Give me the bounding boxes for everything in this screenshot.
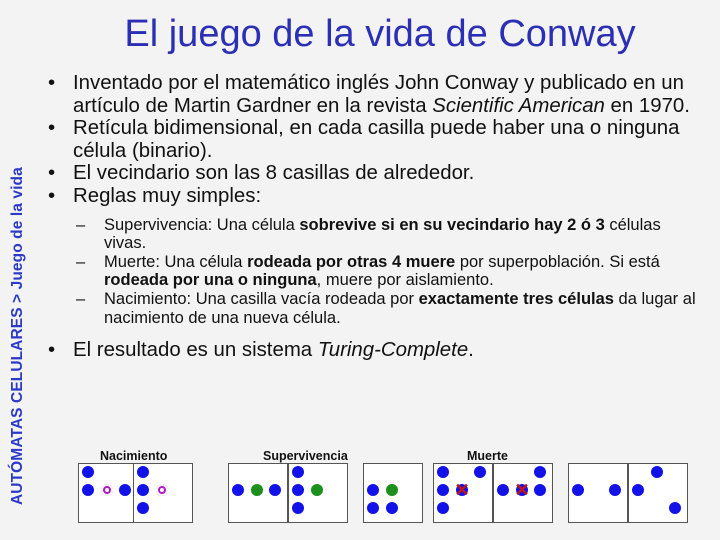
survival-grid xyxy=(363,463,423,523)
bullet-emphasis: Scientific American xyxy=(432,94,605,117)
rule-item-birth: – Nacimiento: Una casilla vacía rodeada por exactamente tres células da lugar al nacimiento de una nueva célula. xyxy=(76,289,696,327)
bullet-list xyxy=(46,72,706,362)
live-cell xyxy=(437,484,449,496)
death-grid xyxy=(628,463,688,523)
bullet-text: El vecindario son las 8 casillas de alrededor. xyxy=(73,162,475,185)
birth-grid xyxy=(78,463,138,523)
new-cell xyxy=(101,484,113,496)
bullet-item: • Reglas muy simples: xyxy=(48,184,262,207)
live-cell xyxy=(632,484,644,496)
live-cell xyxy=(232,484,244,496)
survival-grid xyxy=(228,463,288,523)
live-cell xyxy=(669,502,681,514)
live-cell xyxy=(292,484,304,496)
bullet-item: • Inventado por el matemático inglés John Conway y publicado en un artículo de Martin Gardner en la revista Scientific American en 1970. xyxy=(48,72,690,117)
bullet-item: • El resultado es un sistema Turing-Complete. xyxy=(48,339,474,362)
live-cell xyxy=(437,502,449,514)
survival-label: Supervivencia xyxy=(263,449,348,463)
rule-item-survival: – Supervivencia: Una célula sobrevive si en su vecindario hay 2 ó 3 células vivas. xyxy=(76,215,661,253)
live-cell xyxy=(497,484,509,496)
live-cell xyxy=(474,466,486,478)
death-x-icon: ✕ xyxy=(454,480,470,500)
live-cell xyxy=(386,502,398,514)
live-cell xyxy=(119,484,131,496)
death-label: Muerte xyxy=(467,449,508,463)
side-section-label: AUTÓMATAS CELULARES > Juego de la vida xyxy=(9,167,26,505)
bullet-text: Inventado por el matemático inglés John Conway y publicado en un artículo de Martin Gardner en la revista xyxy=(73,72,684,117)
live-cell xyxy=(82,466,94,478)
survival-grid xyxy=(288,463,348,523)
bullet-text: Retícula bidimensional, en cada casilla puede haber una o ninguna célula (binario). xyxy=(73,117,680,162)
surviving-cell xyxy=(251,484,263,496)
death-grid xyxy=(493,463,553,523)
live-cell xyxy=(609,484,621,496)
live-cell xyxy=(367,484,379,496)
death-grid xyxy=(568,463,628,523)
live-cell xyxy=(137,502,149,514)
bullet-text: en 1970. xyxy=(604,94,690,117)
live-cell xyxy=(651,466,663,478)
live-cell xyxy=(292,466,304,478)
live-cell xyxy=(572,484,584,496)
bullet-item: • El vecindario son las 8 casillas de alrededor. xyxy=(48,162,475,185)
live-cell xyxy=(367,502,379,514)
live-cell xyxy=(292,502,304,514)
slide-title: El juego de la vida de Conway xyxy=(124,13,636,55)
birth-grid xyxy=(133,463,193,523)
death-x-icon: ✕ xyxy=(514,480,530,500)
live-cell xyxy=(137,466,149,478)
bullet-text: Reglas muy simples: xyxy=(73,184,262,207)
surviving-cell xyxy=(311,484,323,496)
live-cell xyxy=(534,484,546,496)
live-cell xyxy=(82,484,94,496)
surviving-cell xyxy=(386,484,398,496)
live-cell xyxy=(269,484,281,496)
death-grid xyxy=(433,463,493,523)
new-cell xyxy=(156,484,168,496)
live-cell xyxy=(534,466,546,478)
bullet-item: • Retícula bidimensional, en cada casilla puede haber una o ninguna célula (binario). xyxy=(48,117,680,162)
live-cell xyxy=(137,484,149,496)
birth-label: Nacimiento xyxy=(100,449,168,463)
live-cell xyxy=(437,466,449,478)
rule-item-death: – Muerte: Una célula rodeada por otras 4 muere por superpoblación. Si está rodeada por una o ninguna, muere por aislamiento. xyxy=(76,252,660,290)
